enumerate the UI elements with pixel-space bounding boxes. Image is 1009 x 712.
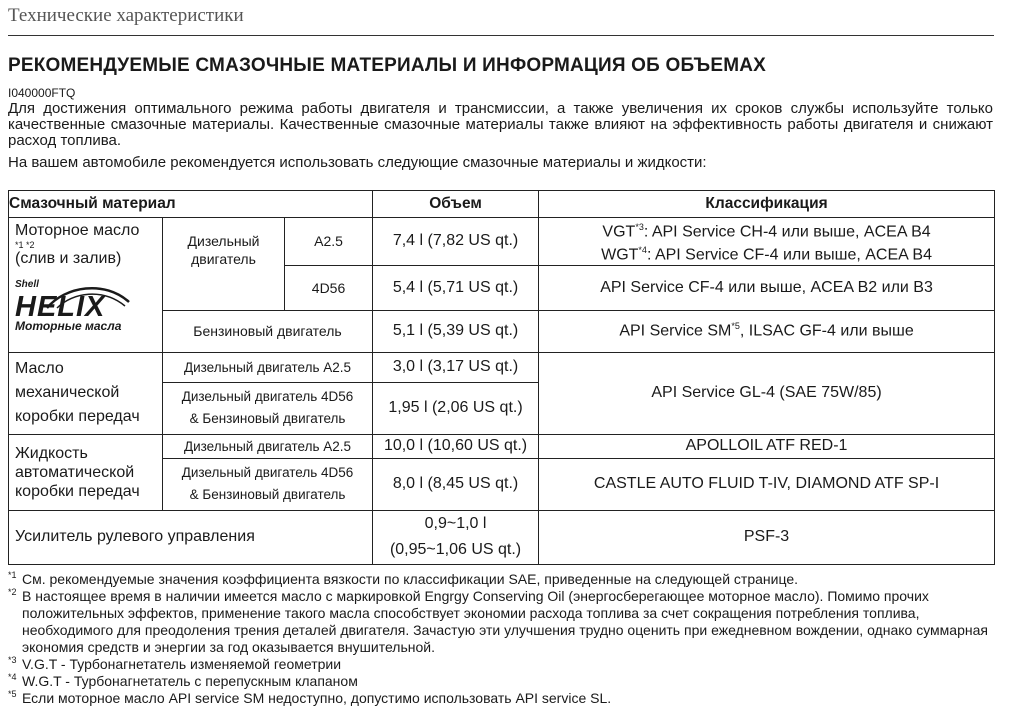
engine-oil-cell <box>9 218 163 353</box>
header-divider <box>8 35 994 36</box>
section-title: Технические характеристики <box>8 5 244 26</box>
volume-cell: 5,1 l (5,39 US qt.) <box>373 310 539 352</box>
engine-a25: A2.5 <box>285 218 373 266</box>
engine-gasoline: Бензиновый двигатель <box>163 310 373 352</box>
classification-cell: API Service GL-4 (SAE 75W/85) <box>539 352 995 434</box>
manual-gearbox-label: Масло механической коробки передач <box>9 352 163 434</box>
volume-cell: 10,0 l (10,60 US qt.) <box>373 434 539 458</box>
volume-cell: 3,0 l (3,17 US qt.) <box>373 352 539 382</box>
footnote-4: *4 W.G.T - Турбонагнетатель с перепускным клапаном <box>8 672 358 689</box>
engine-label: Дизельный двигатель A2.5 <box>163 434 373 458</box>
classification-cell: CASTLE AUTO FLUID T-IV, DIAMOND ATF SP-I <box>539 458 995 510</box>
volume-cell: 8,0 l (8,45 US qt.) <box>373 458 539 510</box>
classification-cell: VGT$^{*3}$: API Service CH-4 или выше, ACEA B4 WGT$^{*4}$: API Service CF-4 или выше, ACEA B4 <box>539 218 995 266</box>
engine-label: Дизельный двигатель 4D56 & Бензиновый двигатель <box>163 458 373 510</box>
table-row <box>9 434 995 458</box>
footnotes <box>8 571 998 707</box>
engine-oil-marks: *1 *2 <box>15 240 35 250</box>
document-code: I040000FTQ <box>8 86 76 100</box>
automatic-gearbox-label: Жидкость автоматической коробки передач <box>9 434 163 510</box>
intro-paragraph: Для достижения оптимального режима работы двигателя и трансмиссии, а также увеличения их сроков службы используйте только качественные смазочные материалы. Качественные смазочные материалы также влияют на эффективность работы двигателя и снижают расход топлива. <box>8 100 993 149</box>
lubricants-table <box>8 190 995 565</box>
header-volume: Объем <box>373 191 539 218</box>
volume-cell: 7,4 l (7,82 US qt.) <box>373 218 539 266</box>
volume-cell: 1,95 l (2,06 US qt.) <box>373 382 539 434</box>
logo-brand-top: Shell <box>15 279 39 290</box>
diesel-engine-label: Дизельный двигатель <box>163 218 285 311</box>
engine-oil-sublabel: (слив и залив) <box>15 250 122 267</box>
footnote-5: *5 Если моторное масло API service SM недоступно, допустимо использовать API service SL. <box>8 689 612 706</box>
table-row <box>9 218 995 266</box>
engine-label: Дизельный двигатель A2.5 <box>163 352 373 382</box>
logo-swoosh-icon <box>45 282 131 310</box>
logo-brand-main: HELIX <box>15 291 106 323</box>
page-title: РЕКОМЕНДУЕМЫЕ СМАЗОЧНЫЕ МАТЕРИАЛЫ И ИНФОРМАЦИЯ ОБ ОБЪЕМАХ <box>8 55 767 76</box>
table-header-row <box>9 191 995 218</box>
volume-cell: 0,9~1,0 l (0,95~1,06 US qt.) <box>373 510 539 564</box>
classification-cell: API Service SM$^{*5}$, ILSAC GF-4 или выше <box>539 310 995 352</box>
table-row <box>9 352 995 382</box>
table-row <box>9 510 995 564</box>
footnote-3: *3 V.G.T - Турбонагнетатель изменяемой геометрии <box>8 655 342 672</box>
engine-4d56: 4D56 <box>285 265 373 310</box>
header-classification: Классификация <box>539 191 995 218</box>
footnote-2: *2 В настоящее время в наличии имеется масло с маркировкой Engrgy Conserving Oil (энергосберегающее моторное масло). Помимо прочих положительных эффектов, применение такого масла способствует экономии расхода топлива за счет сокращения потребления топлива, необходимого для преодоления трения деталей двигателя. Зачастую эти улучшения трудно оценить при ежедневном вождении, однако суммарная экономия средств и энергии за год оказывается внушительной. <box>8 587 988 655</box>
logo-brand-sub: Моторные масла <box>15 319 122 333</box>
classification-cell: APOLLOIL ATF RED-1 <box>539 434 995 458</box>
intro-lead-in: На вашем автомобиле рекомендуется использовать следующие смазочные материалы и жидкости: <box>8 154 707 171</box>
classification-cell: API Service CF-4 или выше, ACEA B2 или B3 <box>539 265 995 310</box>
shell-helix-logo <box>15 276 137 333</box>
header-material: Смазочный материал <box>9 191 373 218</box>
engine-oil-label: Моторное масло <box>15 222 140 239</box>
engine-label: Дизельный двигатель 4D56 & Бензиновый двигатель <box>163 382 373 434</box>
volume-cell: 5,4 l (5,71 US qt.) <box>373 265 539 310</box>
footnote-1: *1 См. рекомендуемые значения коэффициента вязкости по классификации SAE, приведенные на следующей странице. <box>8 570 798 587</box>
steering-label: Усилитель рулевого управления <box>9 510 373 564</box>
classification-cell: PSF-3 <box>539 510 995 564</box>
